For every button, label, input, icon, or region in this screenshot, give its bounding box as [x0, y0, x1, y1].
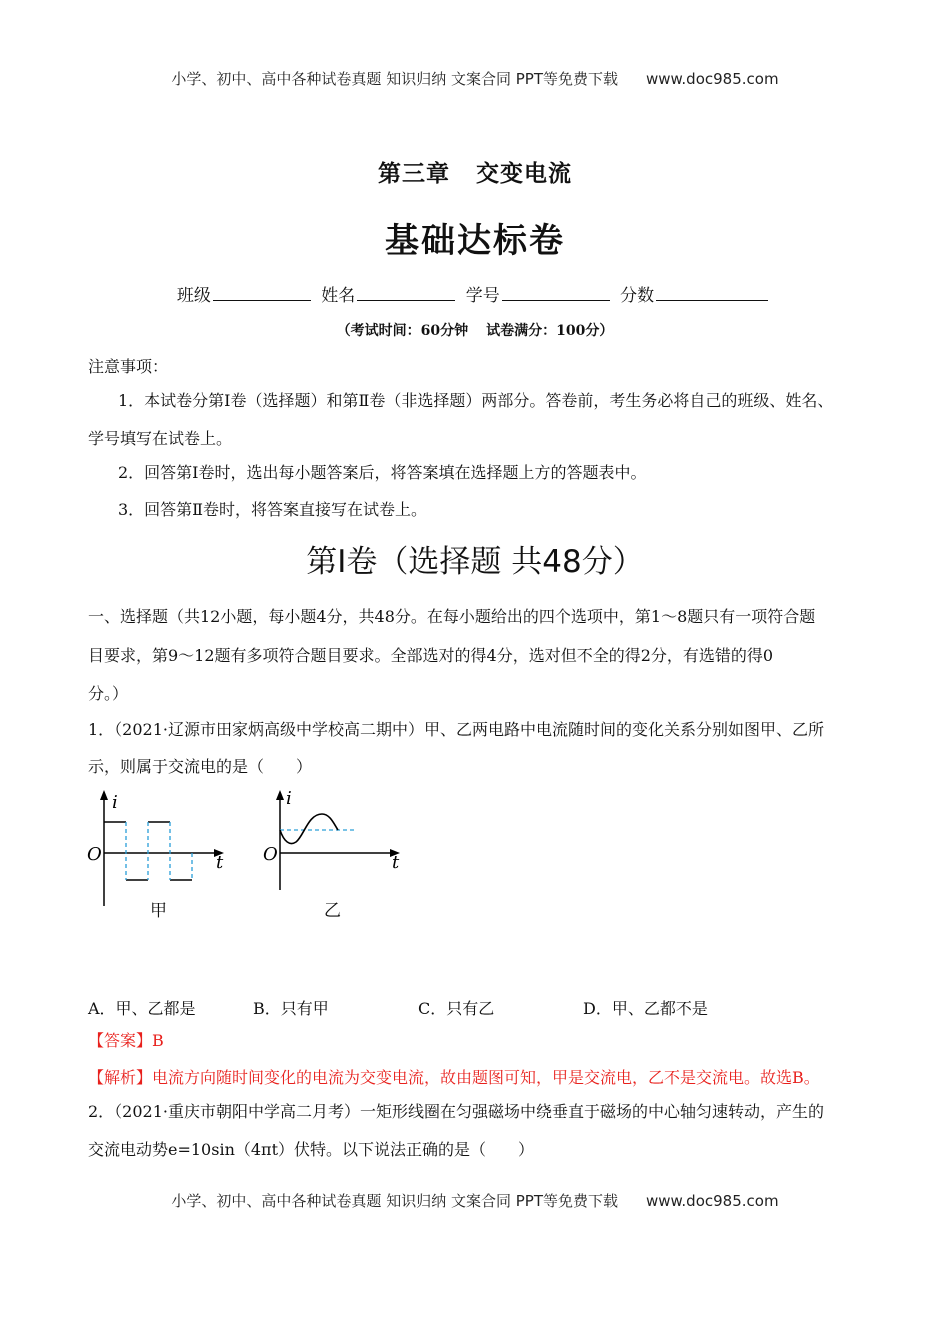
section-title: 第Ⅰ卷（选择题 共48分） [306, 544, 644, 580]
section-intro-line-2: 目要求，第9～12题有多项符合题目要求。全部选对的得4分，选对但不全的得2分，有选错的得0 [88, 646, 774, 665]
q1-stem-line-1: 1．（2021·辽源市田家炳高级中学校高二期中）甲、乙两电路中电流随时间的变化关系分别如图甲、乙所 [88, 720, 824, 739]
page-header [0, 68, 950, 89]
exam-time: （考试时间：60分钟 [336, 323, 469, 339]
chapter-number: 第三章 [378, 161, 450, 187]
note-3: 3．回答第Ⅱ卷时，将答案直接写在试卷上。 [118, 500, 428, 519]
origin-label: O [87, 844, 102, 865]
note-1-line-1: 1．本试卷分第Ⅰ卷（选择题）和第Ⅱ卷（非选择题）两部分。答卷前，考生务必将自己的班级、姓名、 [118, 391, 834, 410]
analysis-label: 【解析】 [88, 1068, 153, 1087]
q2-stem-line-2: 交流电动势e=10sin（4πt）伏特。以下说法正确的是（ ） [88, 1140, 534, 1159]
sine-curve [280, 814, 338, 844]
header-site: www.doc985.com [645, 70, 779, 88]
student-info-fields [0, 281, 950, 306]
q1-option-b[interactable]: B．只有甲 [253, 999, 329, 1018]
q1-analysis [88, 1068, 888, 1088]
origin-label: O [263, 844, 278, 865]
footer-text: 小学、初中、高中各种试卷真题 知识归纳 文案合同 PPT等免费下载 [171, 1192, 618, 1210]
notes-heading: 注意事项： [88, 357, 169, 376]
class-blank[interactable] [213, 283, 311, 301]
section-intro-line-3: 分。） [88, 684, 129, 703]
x-axis-label: t [216, 852, 224, 873]
y-axis-arrow [100, 790, 108, 800]
note-1-line-2: 学号填写在试卷上。 [88, 429, 233, 448]
q1-option-a[interactable]: A．甲、乙都是 [88, 999, 196, 1018]
id-label: 学号 [465, 286, 500, 306]
figure-yi-label: 乙 [324, 901, 341, 921]
chapter-title [0, 155, 950, 188]
class-label: 班级 [176, 286, 211, 306]
header-text: 小学、初中、高中各种试卷真题 知识归纳 文案合同 PPT等免费下载 [171, 70, 618, 88]
y-axis-label: i [112, 792, 118, 813]
analysis-text: 电流方向随时间变化的电流为交变电流，故由题图可知，甲是交流电，乙不是交流电。故选B。 [152, 1068, 820, 1087]
y-axis-arrow [276, 790, 284, 800]
exam-time-info [0, 320, 950, 340]
score-label: 分数 [620, 286, 655, 306]
footer-site: www.doc985.com [645, 1192, 779, 1210]
page-footer [0, 1190, 950, 1211]
answer-value: B [152, 1031, 164, 1050]
answer-label: 【答案】 [88, 1031, 153, 1050]
exam-title: 基础达标卷 [385, 221, 565, 261]
q1-answer [88, 1031, 878, 1051]
note-2: 2．回答第Ⅰ卷时，选出每小题答案后，将答案填在选择题上方的答题表中。 [118, 463, 647, 482]
q1-stem-line-2: 示，则属于交流电的是（ ） [88, 757, 313, 776]
name-label: 姓名 [321, 286, 356, 306]
section-intro-line-1: 一、选择题（共12小题，每小题4分，共48分。在每小题给出的四个选项中，第1～8题只有一项符合题 [88, 607, 816, 626]
q1-option-d[interactable]: D．甲、乙都不是 [583, 999, 708, 1018]
x-axis-label: t [392, 852, 400, 873]
figure-jia-label: 甲 [150, 901, 167, 921]
q2-stem-line-1: 2．（2021·重庆市朝阳中学高二月考）一矩形线圈在匀强磁场中绕垂直于磁场的中心轴匀速转动，产生的 [88, 1102, 824, 1121]
id-blank[interactable] [502, 283, 610, 301]
y-axis-label: i [286, 788, 292, 809]
chapter-name: 交变电流 [476, 161, 572, 187]
q1-option-c[interactable]: C．只有乙 [418, 999, 495, 1018]
score-blank[interactable] [656, 283, 768, 301]
exam-full-score: 试卷满分：100分） [486, 323, 614, 339]
name-blank[interactable] [357, 283, 455, 301]
square-wave-dashes [126, 822, 192, 880]
